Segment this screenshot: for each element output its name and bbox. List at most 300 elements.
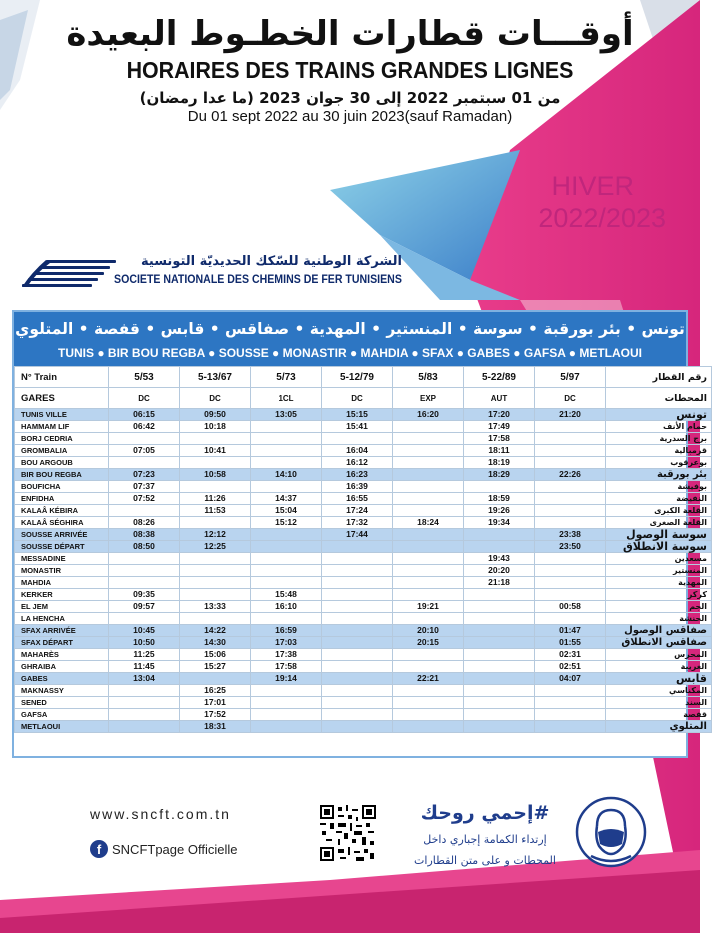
departure-time: 09:50 [180, 409, 251, 421]
departure-time: 23:50 [535, 541, 606, 553]
station-row [15, 673, 712, 685]
departure-time [393, 697, 464, 709]
departure-time: 14:10 [251, 469, 322, 481]
gares-label-arabic: المحطات [606, 388, 712, 409]
face-mask-icon [575, 796, 647, 868]
departure-time [180, 481, 251, 493]
train-type: DC [322, 388, 393, 409]
season-label: HIVER [551, 171, 634, 201]
train-label-arabic: رقم القطار [606, 367, 712, 388]
station-name-arabic: مسعدين [606, 553, 712, 565]
departure-time [180, 673, 251, 685]
departure-time [322, 697, 393, 709]
station-name-french: BIR BOU REGBA [15, 469, 109, 481]
station-name-arabic: حمام الأنف [606, 421, 712, 433]
station-name-french: GHRAIBA [15, 661, 109, 673]
station-name-arabic: المكناسي [606, 685, 712, 697]
departure-time: 18:31 [180, 721, 251, 733]
departure-time [464, 637, 535, 649]
departure-time: 15:15 [322, 409, 393, 421]
departure-time: 16:04 [322, 445, 393, 457]
departure-time: 01:55 [535, 637, 606, 649]
train-number: 5/53 [109, 367, 180, 388]
schedule-table [14, 366, 712, 733]
station-name-arabic: المهدية [606, 577, 712, 589]
departure-time [535, 481, 606, 493]
departure-time: 15:04 [251, 505, 322, 517]
departure-time: 17:44 [322, 529, 393, 541]
departure-time [393, 541, 464, 553]
timetable [12, 310, 707, 758]
departure-time: 15:12 [251, 517, 322, 529]
departure-time [251, 697, 322, 709]
departure-time [393, 589, 464, 601]
departure-time: 16:10 [251, 601, 322, 613]
departure-time [109, 553, 180, 565]
departure-time [464, 721, 535, 733]
website-link[interactable]: www.sncft.com.tn [90, 806, 231, 822]
departure-time: 00:58 [535, 601, 606, 613]
station-name-french: BORJ CEDRIA [15, 433, 109, 445]
station-name-french: MONASTIR [15, 565, 109, 577]
departure-time [535, 505, 606, 517]
station-name-arabic: بئر بورقبة [606, 469, 712, 481]
facebook-label: SNCFTpage Officielle [112, 841, 238, 857]
departure-time [180, 457, 251, 469]
departure-time: 10:58 [180, 469, 251, 481]
departure-time [251, 481, 322, 493]
departure-time: 15:06 [180, 649, 251, 661]
departure-time [393, 577, 464, 589]
station-row [15, 445, 712, 457]
station-name-arabic: سوسة الوصول [606, 529, 712, 541]
route-french: TUNIS ● BIR BOU REGBA ● SOUSSE ● MONASTIR ● MAHDIA ● SFAX ● GABES ● GAFSA ● METLAOUI [57, 346, 642, 360]
departure-time [535, 553, 606, 565]
station-name-french: METLAOUI [15, 721, 109, 733]
departure-time [393, 445, 464, 457]
train-type: DC [180, 388, 251, 409]
train-type: 1CL [251, 388, 322, 409]
train-number: 5/83 [393, 367, 464, 388]
station-name-french: SFAX ARRIVÉE [15, 625, 109, 637]
season-years: 2022/2023 [538, 203, 666, 233]
station-name-arabic: القلعة الصغرى [606, 517, 712, 529]
departure-time: 17:01 [180, 697, 251, 709]
departure-time [464, 601, 535, 613]
station-row [15, 493, 712, 505]
station-row [15, 685, 712, 697]
station-name-arabic: الغريبة [606, 661, 712, 673]
station-name-french: ENFIDHA [15, 493, 109, 505]
station-name-arabic: تونس [606, 409, 712, 421]
departure-time [393, 649, 464, 661]
departure-time [535, 613, 606, 625]
station-name-french: GABES [15, 673, 109, 685]
departure-time: 19:43 [464, 553, 535, 565]
departure-time [180, 553, 251, 565]
sncft-logo-icon [22, 258, 118, 290]
departure-time [251, 565, 322, 577]
station-name-arabic: بوعرقوب [606, 457, 712, 469]
station-name-arabic: السند [606, 697, 712, 709]
departure-time [535, 685, 606, 697]
departure-time: 18:24 [393, 517, 464, 529]
departure-time [464, 649, 535, 661]
departure-time [109, 433, 180, 445]
departure-time: 15:41 [322, 421, 393, 433]
departure-time: 12:25 [180, 541, 251, 553]
departure-time [251, 529, 322, 541]
station-row [15, 589, 712, 601]
departure-time [180, 565, 251, 577]
departure-time: 17:58 [251, 661, 322, 673]
station-row [15, 517, 712, 529]
station-row [15, 661, 712, 673]
station-name-french: MAHARÈS [15, 649, 109, 661]
departure-time [535, 457, 606, 469]
departure-time: 11:45 [109, 661, 180, 673]
departure-time: 10:18 [180, 421, 251, 433]
departure-time: 15:27 [180, 661, 251, 673]
station-row [15, 541, 712, 553]
departure-time [464, 481, 535, 493]
departure-time: 04:07 [535, 673, 606, 685]
train-type-row [15, 388, 712, 409]
departure-time: 14:30 [180, 637, 251, 649]
departure-time [251, 685, 322, 697]
departure-time [464, 541, 535, 553]
departure-time: 16:59 [251, 625, 322, 637]
train-number: 5-22/89 [464, 367, 535, 388]
departure-time [180, 433, 251, 445]
train-label-french: N° Train [15, 367, 109, 388]
departure-time [393, 505, 464, 517]
departure-time: 17:58 [464, 433, 535, 445]
departure-time: 10:50 [109, 637, 180, 649]
station-name-french: TUNIS VILLE [15, 409, 109, 421]
station-name-arabic: بوفيشة [606, 481, 712, 493]
departure-time [180, 589, 251, 601]
departure-time: 17:38 [251, 649, 322, 661]
station-row [15, 433, 712, 445]
train-type: DC [109, 388, 180, 409]
station-name-french: SOUSSE DÉPART [15, 541, 109, 553]
station-name-french: GAFSA [15, 709, 109, 721]
departure-time: 09:57 [109, 601, 180, 613]
departure-time: 07:05 [109, 445, 180, 457]
station-name-french: BOU ARGOUB [15, 457, 109, 469]
station-name-arabic: المنستير [606, 565, 712, 577]
departure-time: 23:38 [535, 529, 606, 541]
departure-time: 01:47 [535, 625, 606, 637]
company-name-french: SOCIETE NATIONALE DES CHEMINS DE FER TUNISIENS [114, 274, 402, 286]
station-row [15, 457, 712, 469]
departure-time [535, 517, 606, 529]
departure-time: 07:37 [109, 481, 180, 493]
mask-hashtag: #إحمي روحك [420, 802, 550, 824]
departure-time [464, 661, 535, 673]
departure-time [393, 457, 464, 469]
station-row [15, 553, 712, 565]
departure-time: 16:55 [322, 493, 393, 505]
departure-time [464, 529, 535, 541]
departure-time [251, 541, 322, 553]
title-french: HORAIRES DES TRAINS GRANDES LIGNES [126, 57, 574, 83]
station-name-french: KERKER [15, 589, 109, 601]
station-row [15, 469, 712, 481]
train-number: 5/73 [251, 367, 322, 388]
departure-time: 18:11 [464, 445, 535, 457]
station-row [15, 529, 712, 541]
departure-time: 19:14 [251, 673, 322, 685]
station-name-french: GROMBALIA [15, 445, 109, 457]
departure-time [109, 613, 180, 625]
departure-time [322, 433, 393, 445]
company-block [22, 254, 402, 294]
departure-time [393, 685, 464, 697]
train-type: EXP [393, 388, 464, 409]
departure-time: 17:20 [464, 409, 535, 421]
station-row [15, 721, 712, 733]
departure-time: 20:15 [393, 637, 464, 649]
departure-time [464, 709, 535, 721]
station-row [15, 505, 712, 517]
departure-time: 17:52 [180, 709, 251, 721]
departure-time: 18:59 [464, 493, 535, 505]
departure-time [180, 517, 251, 529]
departure-time [322, 721, 393, 733]
departure-time: 06:42 [109, 421, 180, 433]
departure-time: 09:35 [109, 589, 180, 601]
departure-time: 11:53 [180, 505, 251, 517]
departure-time [535, 721, 606, 733]
station-row [15, 649, 712, 661]
station-row [15, 421, 712, 433]
departure-time [322, 685, 393, 697]
departure-time [109, 457, 180, 469]
departure-time: 18:19 [464, 457, 535, 469]
station-name-french: SFAX DÉPART [15, 637, 109, 649]
departure-time: 11:25 [109, 649, 180, 661]
departure-time [464, 589, 535, 601]
station-name-french: SOUSSE ARRIVÉE [15, 529, 109, 541]
departure-time: 17:24 [322, 505, 393, 517]
departure-time: 07:52 [109, 493, 180, 505]
departure-time [322, 661, 393, 673]
departure-time: 22:21 [393, 673, 464, 685]
station-name-arabic: صفاقس الانطلاق [606, 637, 712, 649]
departure-time: 16:20 [393, 409, 464, 421]
departure-time [393, 529, 464, 541]
departure-time: 08:26 [109, 517, 180, 529]
departure-time: 19:34 [464, 517, 535, 529]
departure-time [322, 709, 393, 721]
station-row [15, 613, 712, 625]
route-arabic: تونس • بئر بورقبة • سوسة • المنستير • المهدية • صفاقس • قابس • قفصة • المتلوي [15, 320, 685, 338]
departure-time: 20:10 [393, 625, 464, 637]
footer-links [90, 806, 237, 858]
route-header [14, 312, 686, 366]
station-row [15, 481, 712, 493]
departure-time [393, 553, 464, 565]
departure-time [535, 697, 606, 709]
departure-time: 19:21 [393, 601, 464, 613]
departure-time [180, 613, 251, 625]
departure-time [180, 577, 251, 589]
station-row [15, 565, 712, 577]
mask-message-line1: إرتداء الكمامة إجباري داخل [423, 833, 547, 846]
train-number-row [15, 367, 712, 388]
departure-time: 21:20 [535, 409, 606, 421]
departure-time [393, 481, 464, 493]
station-row [15, 601, 712, 613]
departure-time [393, 661, 464, 673]
station-name-arabic: سوسة الانطلاق [606, 541, 712, 553]
station-name-french: LA HENCHA [15, 613, 109, 625]
gares-label-french: GARES [15, 388, 109, 409]
departure-time [535, 589, 606, 601]
departure-time: 13:33 [180, 601, 251, 613]
departure-time: 12:12 [180, 529, 251, 541]
station-name-french: MAKNASSY [15, 685, 109, 697]
departure-time [322, 601, 393, 613]
station-name-arabic: المحرس [606, 649, 712, 661]
departure-time [109, 505, 180, 517]
departure-time [322, 625, 393, 637]
departure-time [393, 565, 464, 577]
page-header [0, 12, 700, 126]
departure-time [251, 613, 322, 625]
departure-time [393, 613, 464, 625]
station-row [15, 409, 712, 421]
departure-time: 02:31 [535, 649, 606, 661]
departure-time [251, 721, 322, 733]
departure-time [393, 433, 464, 445]
departure-time: 20:20 [464, 565, 535, 577]
departure-time: 22:26 [535, 469, 606, 481]
departure-time [322, 541, 393, 553]
departure-time [251, 709, 322, 721]
departure-time: 08:50 [109, 541, 180, 553]
departure-time [393, 469, 464, 481]
station-name-french: KALAÂ SÉGHIRA [15, 517, 109, 529]
station-name-arabic: الجم [606, 601, 712, 613]
departure-time [322, 637, 393, 649]
facebook-link[interactable] [90, 840, 237, 858]
departure-time: 13:04 [109, 673, 180, 685]
departure-time: 13:05 [251, 409, 322, 421]
departure-time [109, 697, 180, 709]
departure-time [322, 553, 393, 565]
departure-time: 16:39 [322, 481, 393, 493]
station-name-french: KALAÂ KÉBIRA [15, 505, 109, 517]
station-name-french: BOUFICHA [15, 481, 109, 493]
departure-time [535, 577, 606, 589]
station-name-arabic: صفاقس الوصول [606, 625, 712, 637]
departure-time [251, 577, 322, 589]
departure-time: 17:49 [464, 421, 535, 433]
departure-time: 07:23 [109, 469, 180, 481]
title-arabic: أوقـــات قطارات الخطـوط البعيدة [66, 14, 634, 54]
departure-time [109, 565, 180, 577]
station-name-french: MAHDIA [15, 577, 109, 589]
departure-time [393, 493, 464, 505]
qr-code-icon [320, 805, 376, 861]
station-name-french: MESSADINE [15, 553, 109, 565]
train-number: 5-12/79 [322, 367, 393, 388]
departure-time [109, 709, 180, 721]
station-row [15, 637, 712, 649]
departure-time [535, 433, 606, 445]
mask-campaign [395, 798, 575, 870]
train-type: AUT [464, 388, 535, 409]
departure-time: 10:41 [180, 445, 251, 457]
station-name-french: HAMMAM LIF [15, 421, 109, 433]
station-name-arabic: قرمبالية [606, 445, 712, 457]
departure-time: 15:48 [251, 589, 322, 601]
mask-message-line2: المحطات و على متن القطارات [414, 854, 556, 867]
facebook-icon: f [90, 840, 108, 858]
departure-time [464, 673, 535, 685]
departure-time [322, 673, 393, 685]
departure-time: 18:29 [464, 469, 535, 481]
company-name-arabic: الشركة الوطنية للسّكك الحديديّة التونسية [141, 254, 402, 269]
departure-time: 02:51 [535, 661, 606, 673]
station-name-arabic: النفيضة [606, 493, 712, 505]
departure-time: 17:03 [251, 637, 322, 649]
station-name-arabic: المتلوي [606, 721, 712, 733]
station-name-arabic: قفصة [606, 709, 712, 721]
departure-time [535, 565, 606, 577]
departure-time [251, 445, 322, 457]
departure-time [109, 577, 180, 589]
departure-time [535, 445, 606, 457]
departure-time: 10:45 [109, 625, 180, 637]
departure-time [251, 457, 322, 469]
station-row [15, 577, 712, 589]
departure-time: 16:12 [322, 457, 393, 469]
departure-time [322, 589, 393, 601]
departure-time: 16:25 [180, 685, 251, 697]
departure-time [251, 433, 322, 445]
train-type: DC [535, 388, 606, 409]
station-name-french: SENED [15, 697, 109, 709]
validity-dates-french: Du 01 sept 2022 au 30 juin 2023(sauf Ramadan) [187, 108, 513, 125]
departure-time: 11:26 [180, 493, 251, 505]
station-name-arabic: القلعة الكبرى [606, 505, 712, 517]
departure-time [393, 709, 464, 721]
departure-time [464, 613, 535, 625]
schedule-body [15, 367, 712, 733]
departure-time [464, 625, 535, 637]
departure-time [464, 685, 535, 697]
departure-time [322, 565, 393, 577]
station-name-arabic: الحنشة [606, 613, 712, 625]
departure-time [393, 721, 464, 733]
departure-time [464, 697, 535, 709]
season-badge [538, 170, 666, 234]
departure-time [322, 577, 393, 589]
departure-time [251, 553, 322, 565]
departure-time: 16:23 [322, 469, 393, 481]
departure-time [109, 721, 180, 733]
departure-time [322, 649, 393, 661]
station-row [15, 625, 712, 637]
validity-dates-arabic: من 01 سبتمبر 2022 إلى 30 جوان 2023 (ما عدا رمضان) [139, 89, 561, 107]
station-row [15, 697, 712, 709]
departure-time: 17:32 [322, 517, 393, 529]
departure-time: 08:38 [109, 529, 180, 541]
